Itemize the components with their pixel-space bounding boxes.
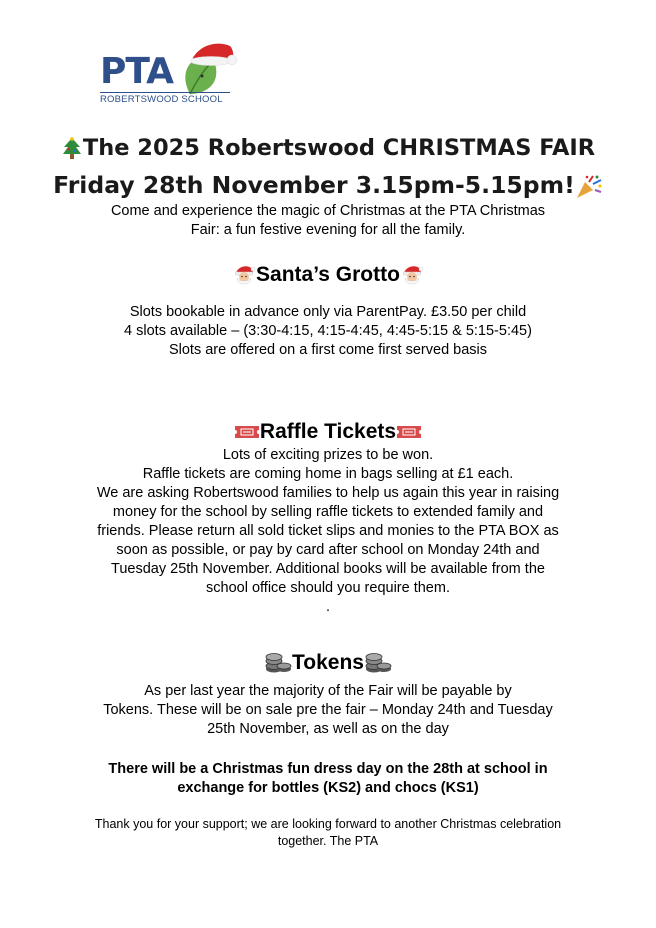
ticket-icon [234, 423, 260, 441]
party-popper-icon [575, 174, 603, 200]
santa-icon [400, 263, 424, 287]
raffle-line: We are asking Robertswood families to help us again this year in raising [96, 485, 560, 501]
fair-date-time: Friday 28th November 3.15pm-5.15pm! [53, 171, 575, 199]
coins-icon [264, 652, 292, 674]
dress-day-line: exchange for bottles (KS2) and chocs (KS1) [177, 780, 479, 796]
ticket-icon [396, 423, 422, 441]
footer-line: Thank you for your support; we are looking forward to another Christmas celebration [94, 817, 562, 831]
raffle-line: Lots of exciting prizes to be won. [222, 447, 434, 463]
raffle-line: friends. Please return all sold ticket slips and monies to the PTA BOX as [97, 523, 559, 539]
tokens-line: 25th November, as well as on the day [207, 721, 449, 737]
title-line-1 [0, 133, 656, 163]
pta-logo [100, 40, 240, 108]
fair-title: The 2025 Robertswood CHRISTMAS FAIR [82, 135, 596, 161]
santa-icon [232, 263, 256, 287]
raffle-line: money for the school by selling raffle tickets to extended family and [112, 504, 544, 520]
tokens-details [0, 682, 656, 739]
raffle-line: . [325, 599, 331, 615]
dress-day-notice [0, 760, 656, 798]
raffle-details [0, 446, 656, 617]
grotto-line: 4 slots available – (3:30-4:15, 4:15-4:45, 4:45-5:15 & 5:15-5:45) [124, 323, 532, 339]
intro-line: Come and experience the magic of Christmas at the PTA Christmas [110, 203, 546, 219]
tokens-line: As per last year the majority of the Fair will be payable by [144, 683, 512, 699]
intro-paragraph [0, 202, 656, 240]
raffle-title: Raffle Tickets [259, 420, 397, 443]
christmas-tree-icon [61, 137, 83, 161]
raffle-heading [0, 418, 656, 446]
grotto-line: Slots are offered on a first come first served basis [168, 342, 488, 358]
tokens-line: Tokens. These will be on sale pre the fair – Monday 24th and Tuesday [103, 702, 553, 718]
coins-icon [364, 652, 392, 674]
thank-you-footer [0, 816, 656, 850]
title-line-2 [0, 170, 656, 200]
logo-subtitle: ROBERTSWOOD SCHOOL [100, 94, 223, 105]
leaf-with-santa-hat-icon [176, 40, 240, 98]
intro-line: Fair: a fun festive evening for all the family. [190, 222, 466, 238]
grotto-line: Slots bookable in advance only via ParentPay. £3.50 per child [129, 304, 527, 320]
logo-text: PTA [100, 51, 174, 92]
grotto-details [0, 303, 656, 360]
raffle-line: Tuesday 25th November. Additional books will be available from the [111, 561, 545, 577]
footer-line: together. The PTA [277, 834, 379, 848]
tokens-title: Tokens [292, 651, 364, 674]
raffle-line: soon as possible, or pay by card after school on Monday 24th and [116, 542, 540, 558]
grotto-title: Santa’s Grotto [256, 263, 400, 286]
raffle-line: Raffle tickets are coming home in bags selling at £1 each. [142, 466, 514, 482]
grotto-heading [0, 261, 656, 289]
logo-divider [100, 92, 230, 93]
tokens-heading [0, 649, 656, 677]
raffle-line: school office should you require them. [206, 580, 450, 596]
dress-day-line: There will be a Christmas fun dress day on the 28th at school in [108, 761, 548, 777]
